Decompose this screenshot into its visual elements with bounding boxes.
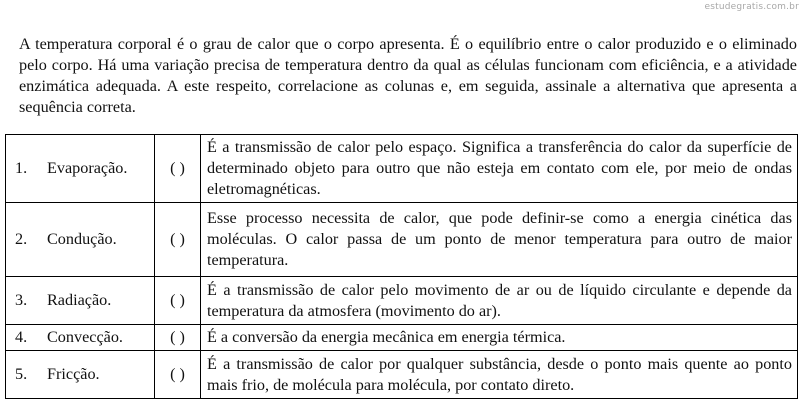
description-cell: Esse processo necessita de calor, que pode definir-se como a energia cinética das moléculas. O calor passa de um ponto de menor temperatura para outro de maior temperatura. <box>201 203 798 277</box>
term-label: Evaporação. <box>47 159 128 177</box>
table-row <box>6 135 798 203</box>
term-label: Condução. <box>47 230 117 248</box>
row-number: 1. <box>15 159 28 177</box>
row-number: 3. <box>15 291 28 309</box>
table-row <box>6 325 798 351</box>
table-row <box>6 203 798 277</box>
answer-blank[interactable]: ( ) <box>155 351 201 399</box>
answer-blank[interactable]: ( ) <box>155 203 201 277</box>
row-number: 4. <box>15 328 28 346</box>
description-cell: É a conversão da energia mecânica em energia térmica. <box>201 325 798 351</box>
answer-blank[interactable]: ( ) <box>155 135 201 203</box>
answer-blank[interactable]: ( ) <box>155 277 201 325</box>
matching-table <box>5 134 798 399</box>
term-cell <box>6 325 155 351</box>
term-cell <box>6 277 155 325</box>
term-label: Convecção. <box>47 328 123 346</box>
row-number: 5. <box>15 365 28 383</box>
answer-blank[interactable]: ( ) <box>155 325 201 351</box>
question-intro: A temperatura corporal é o grau de calor que o corpo apresenta. É o equilíbrio entre o calor produzido e o eliminado pelo corpo. Há uma variação precisa de temperatura dentro da qual as células funcionam com eficiência, e a atividade enzimática adequada. A este respeito, correlacione as colunas e, em seguida, assinale a alternativa que apresenta a sequência correta. <box>19 35 797 116</box>
description-cell: É a transmissão de calor pelo movimento de ar ou de líquido circulante e depende da temperatura da atmosfera (movimento do ar). <box>201 277 798 325</box>
term-label: Radiação. <box>47 291 112 309</box>
term-cell <box>6 203 155 277</box>
watermark: estudegratis.com.br <box>704 2 799 12</box>
term-cell <box>6 135 155 203</box>
table-row <box>6 351 798 399</box>
term-label: Fricção. <box>47 365 100 383</box>
term-cell <box>6 351 155 399</box>
description-cell: É a transmissão de calor por qualquer substância, desde o ponto mais quente ao ponto mais frio, de molécula para molécula, por contato direto. <box>201 351 798 399</box>
row-number: 2. <box>15 230 28 248</box>
description-cell: É a transmissão de calor pelo espaço. Significa a transferência do calor da superfície de determinado objeto para outro que não esteja em contato com ele, por meio de ondas eletromagnéticas. <box>201 135 798 203</box>
table-row <box>6 277 798 325</box>
